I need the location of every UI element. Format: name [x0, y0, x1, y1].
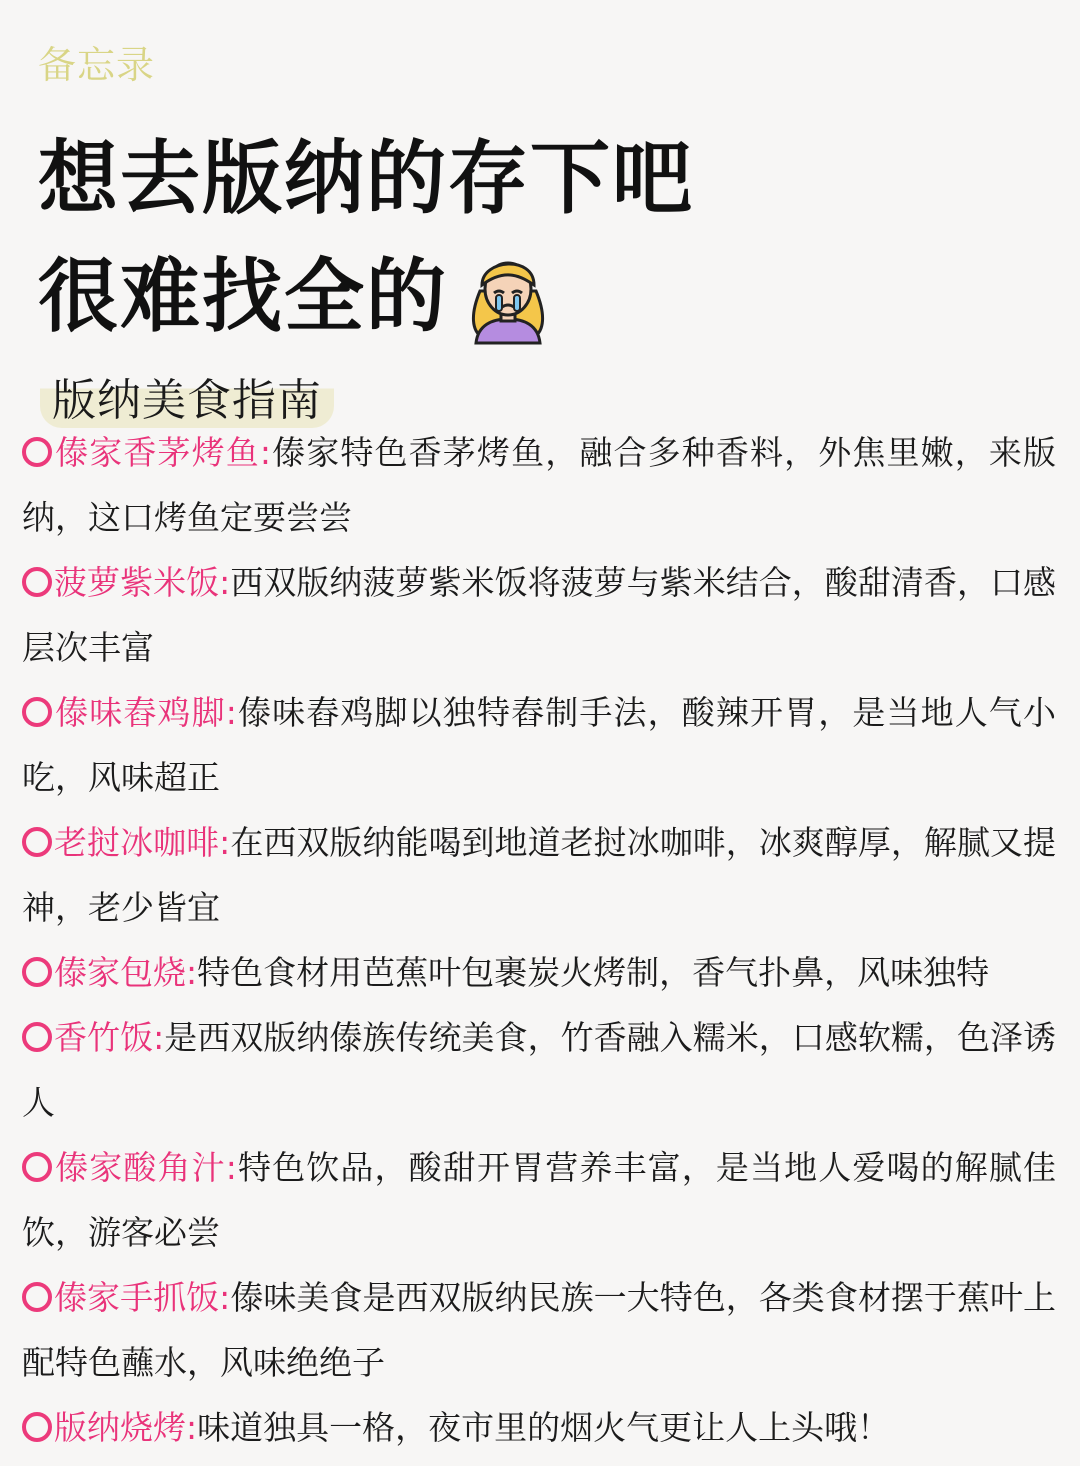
circle-bullet-icon: [22, 697, 52, 727]
circle-bullet-icon: [22, 567, 52, 597]
list-item: [22, 680, 1056, 810]
food-list: [22, 420, 1056, 1460]
item-name: 版纳烧烤:: [54, 1408, 198, 1447]
app-name: 备忘录: [38, 43, 156, 87]
item-description: 味道独具一格，夜市里的烟火气更让人上头哦！: [197, 1408, 891, 1447]
circle-bullet-icon: [22, 827, 52, 857]
item-name: 菠萝紫米饭:: [54, 563, 231, 602]
item-description: 在西双版纳能喝到地道老挝冰咖啡，冰爽醇厚，解腻又提神，老少皆宜: [22, 823, 1057, 927]
item-name: 傣味舂鸡脚:: [54, 693, 237, 732]
item-description: 傣味舂鸡脚以独特舂制手法，酸辣开胃，是当地人气小吃，风味超正: [22, 693, 1057, 797]
list-item: [22, 1005, 1056, 1135]
item-description: 西双版纳菠萝紫米饭将菠萝与紫米结合，酸甜清香，口感层次丰富: [22, 563, 1057, 667]
item-description: 傣家特色香茅烤鱼，融合多种香料，外焦里嫩，来版纳，这口烤鱼定要尝尝: [22, 433, 1057, 537]
list-item: [22, 940, 1056, 1005]
item-name: 香竹饭:: [54, 1018, 165, 1057]
title-line-1: 想去版纳的存下吧: [38, 132, 694, 225]
title-line-2-text: 很难找全的: [38, 250, 448, 343]
section-title: 版纳美食指南: [40, 364, 334, 428]
item-name: 老挝冰咖啡:: [54, 823, 231, 862]
circle-bullet-icon: [22, 1412, 52, 1442]
item-name: 傣家酸角汁:: [54, 1148, 237, 1187]
item-name: 傣家包烧:: [54, 953, 198, 992]
list-item: [22, 1135, 1056, 1265]
circle-bullet-icon: [22, 1282, 52, 1312]
list-item: [22, 1265, 1056, 1395]
item-description: 傣味美食是西双版纳民族一大特色，各类食材摆于蕉叶上配特色蘸水，风味绝绝子: [22, 1278, 1057, 1382]
page-title: [38, 120, 694, 356]
list-item: [22, 420, 1056, 550]
list-item: [22, 1395, 1056, 1460]
item-description: 是西双版纳傣族传统美食，竹香融入糯米，口感软糯，色泽诱人: [22, 1018, 1056, 1122]
circle-bullet-icon: [22, 1022, 52, 1052]
list-item: [22, 550, 1056, 680]
item-name: 傣家香茅烤鱼:: [54, 433, 272, 472]
circle-bullet-icon: [22, 957, 52, 987]
circle-bullet-icon: [22, 1152, 52, 1182]
item-description: 特色饮品，酸甜开胃营养丰富，是当地人爱喝的解腻佳饮，游客必尝: [22, 1148, 1057, 1252]
list-item: [22, 810, 1056, 940]
title-line-2: [38, 238, 694, 356]
item-description: 特色食材用芭蕉叶包裹炭火烤制，香气扑鼻，风味独特: [197, 953, 990, 992]
item-name: 傣家手抓饭:: [54, 1278, 231, 1317]
circle-bullet-icon: [22, 437, 52, 467]
crying-woman-icon: [462, 245, 554, 345]
